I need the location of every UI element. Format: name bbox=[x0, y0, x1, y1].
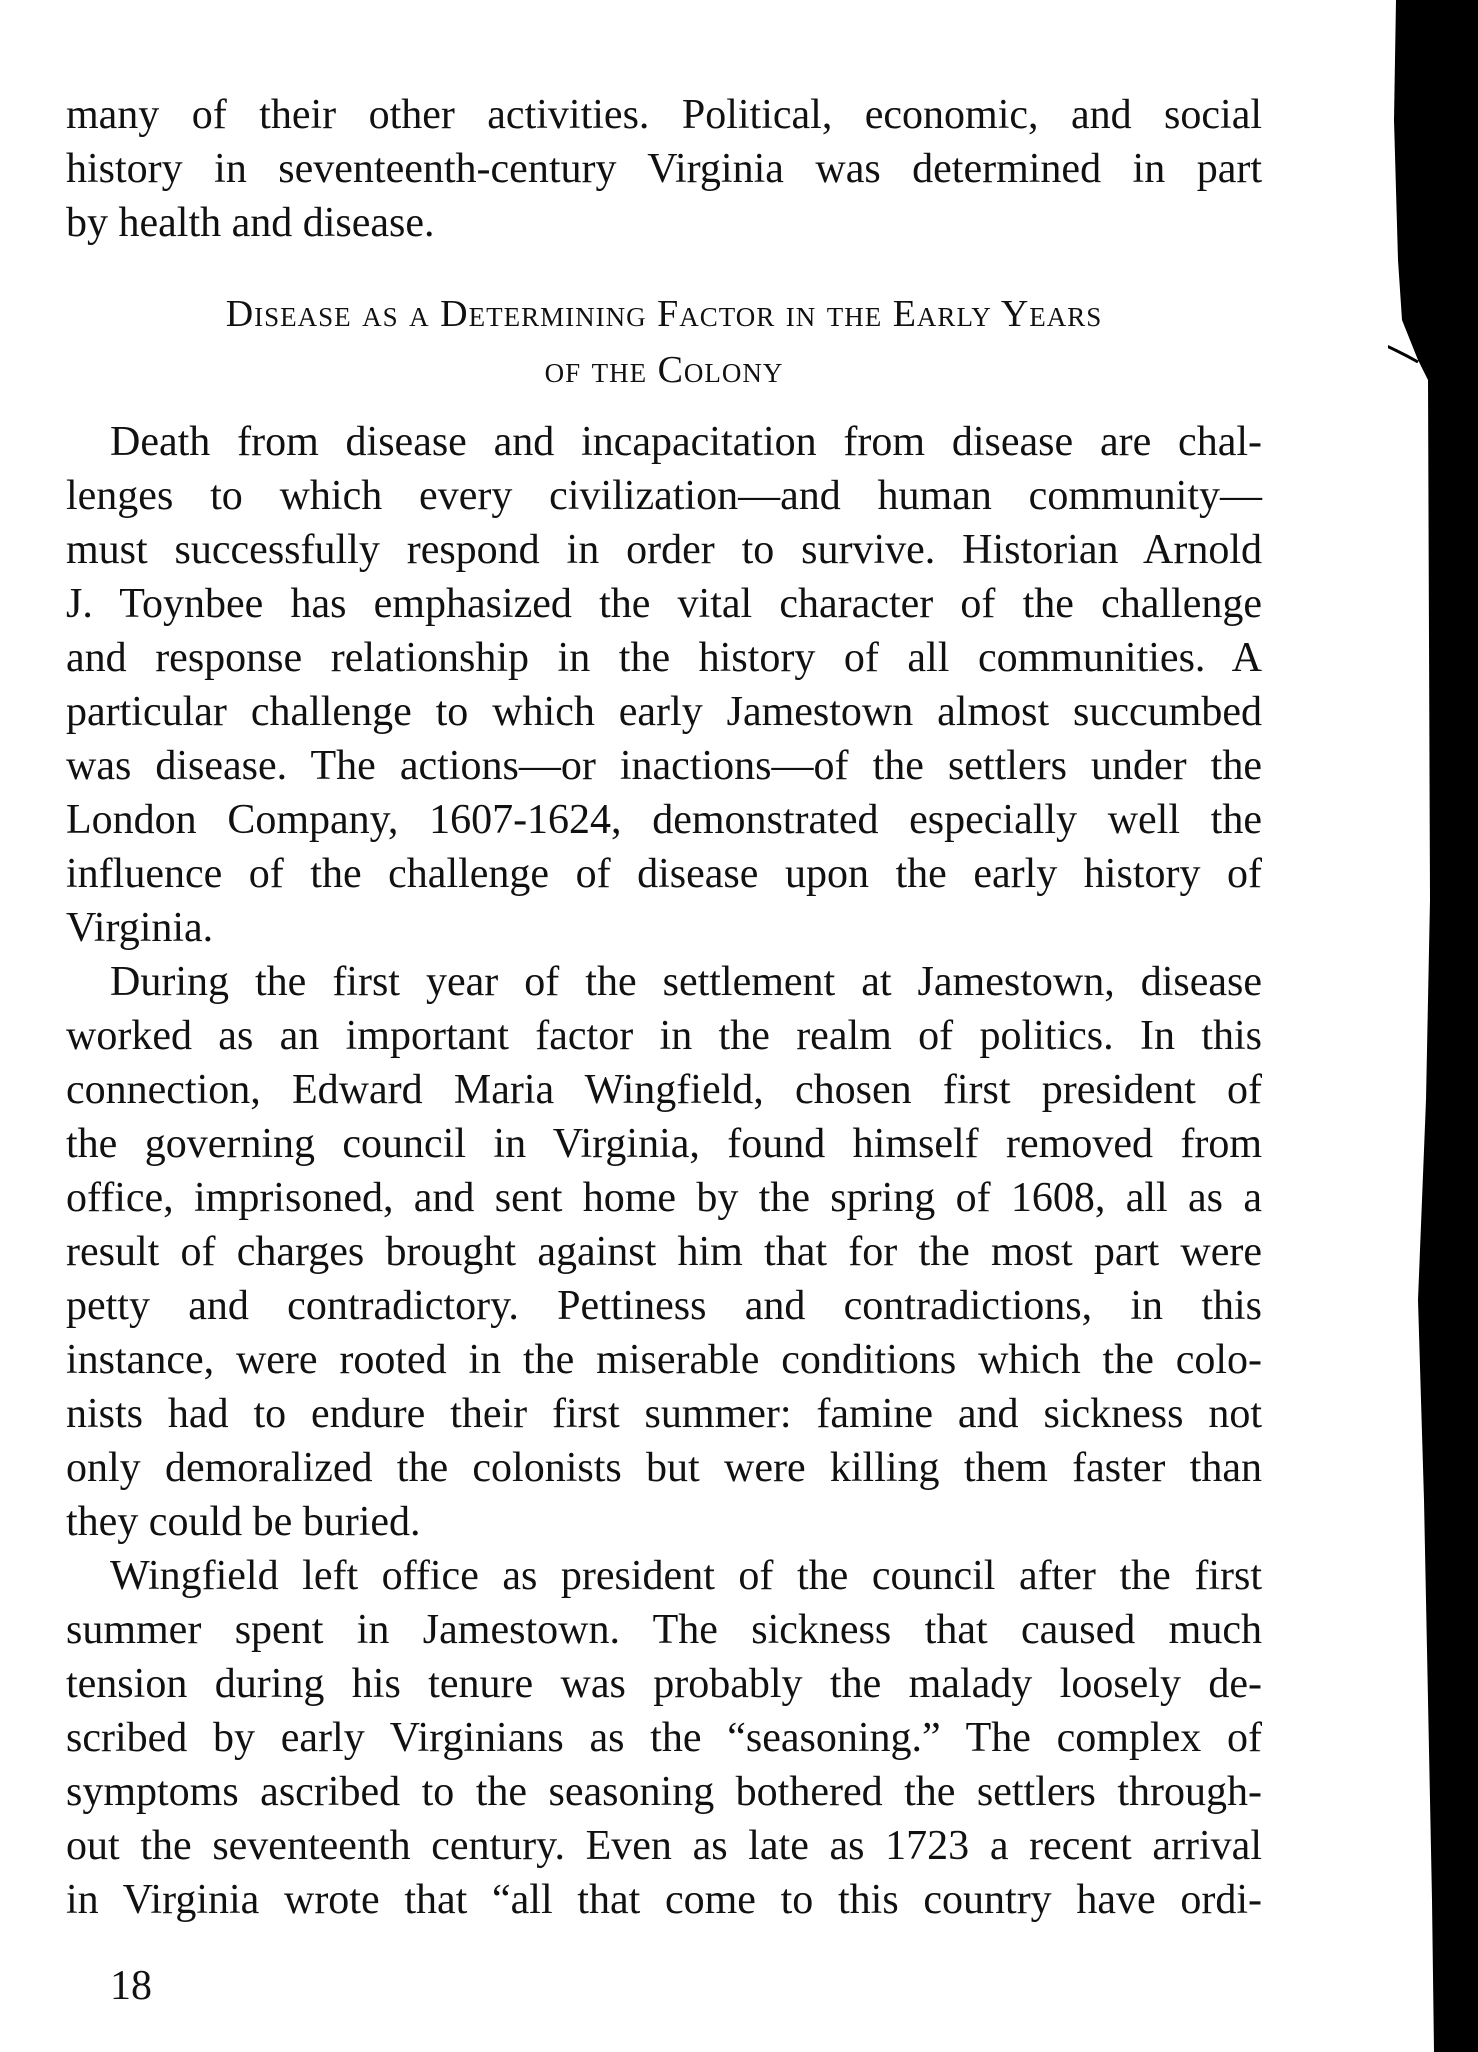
text-line: influence of the challenge of disease upon the early history of bbox=[66, 851, 1262, 897]
text-line: by health and disease. bbox=[66, 200, 435, 246]
text-line: they could be buried. bbox=[66, 1499, 421, 1545]
text-line: office, imprisoned, and sent home by the spring of 1608, all as a bbox=[66, 1175, 1262, 1221]
page-edge-shadow bbox=[1388, 0, 1478, 2052]
text-line: Wingfield left office as president of the council after the first bbox=[110, 1553, 1262, 1599]
section-heading bbox=[66, 286, 1262, 398]
text-line: London Company, 1607-1624, demonstrated especially well the bbox=[66, 797, 1262, 843]
text-line: particular challenge to which early Jamestown almost succumbed bbox=[66, 689, 1262, 735]
text-line: only demoralized the colonists but were killing them faster than bbox=[66, 1445, 1262, 1491]
text-line: scribed by early Virginians as the “seasoning.” The complex of bbox=[66, 1715, 1262, 1761]
paragraph-first-year bbox=[66, 955, 1262, 1549]
text-line: the governing council in Virginia, found himself removed from bbox=[66, 1121, 1262, 1167]
paragraph-intro bbox=[66, 88, 1262, 250]
text-line: in Virginia wrote that “all that come to this country have ordi- bbox=[66, 1877, 1262, 1923]
text-line: worked as an important factor in the realm of politics. In this bbox=[66, 1013, 1262, 1059]
text-line: many of their other activities. Political, economic, and social bbox=[66, 92, 1262, 138]
paragraph-wingfield bbox=[66, 1549, 1262, 1927]
text-line: out the seventeenth century. Even as late as 1723 a recent arrival bbox=[66, 1823, 1262, 1869]
text-line: nists had to endure their first summer: famine and sickness not bbox=[66, 1391, 1262, 1437]
paragraph-death-from-disease bbox=[66, 415, 1262, 955]
text-line: was disease. The actions—or inactions—of the settlers under the bbox=[66, 743, 1262, 789]
text-line: history in seventeenth-century Virginia was determined in part bbox=[66, 146, 1262, 192]
heading-line: of the Colony bbox=[544, 349, 784, 391]
text-line: must successfully respond in order to survive. Historian Arnold bbox=[66, 527, 1262, 573]
text-line: summer spent in Jamestown. The sickness that caused much bbox=[66, 1607, 1262, 1653]
heading-line: Disease as a Determining Factor in the Early Years bbox=[225, 293, 1103, 335]
text-line: symptoms ascribed to the seasoning bothered the settlers through- bbox=[66, 1769, 1262, 1815]
text-line: petty and contradictory. Pettiness and contradictions, in this bbox=[66, 1283, 1262, 1329]
text-line: result of charges brought against him that for the most part were bbox=[66, 1229, 1262, 1275]
text-line: During the first year of the settlement at Jamestown, disease bbox=[110, 959, 1262, 1005]
text-line: lenges to which every civilization—and human community— bbox=[66, 473, 1262, 519]
text-line: and response relationship in the history of all communities. A bbox=[66, 635, 1262, 681]
text-line: Virginia. bbox=[66, 905, 214, 951]
text-line: tension during his tenure was probably the malady loosely de- bbox=[66, 1661, 1262, 1707]
page-number: 18 bbox=[110, 1963, 152, 2009]
text-line: instance, were rooted in the miserable conditions which the colo- bbox=[66, 1337, 1262, 1383]
text-line: connection, Edward Maria Wingfield, chosen first president of bbox=[66, 1067, 1262, 1113]
text-line: Death from disease and incapacitation from disease are chal- bbox=[110, 419, 1262, 465]
text-line: J. Toynbee has emphasized the vital character of the challenge bbox=[66, 581, 1262, 627]
